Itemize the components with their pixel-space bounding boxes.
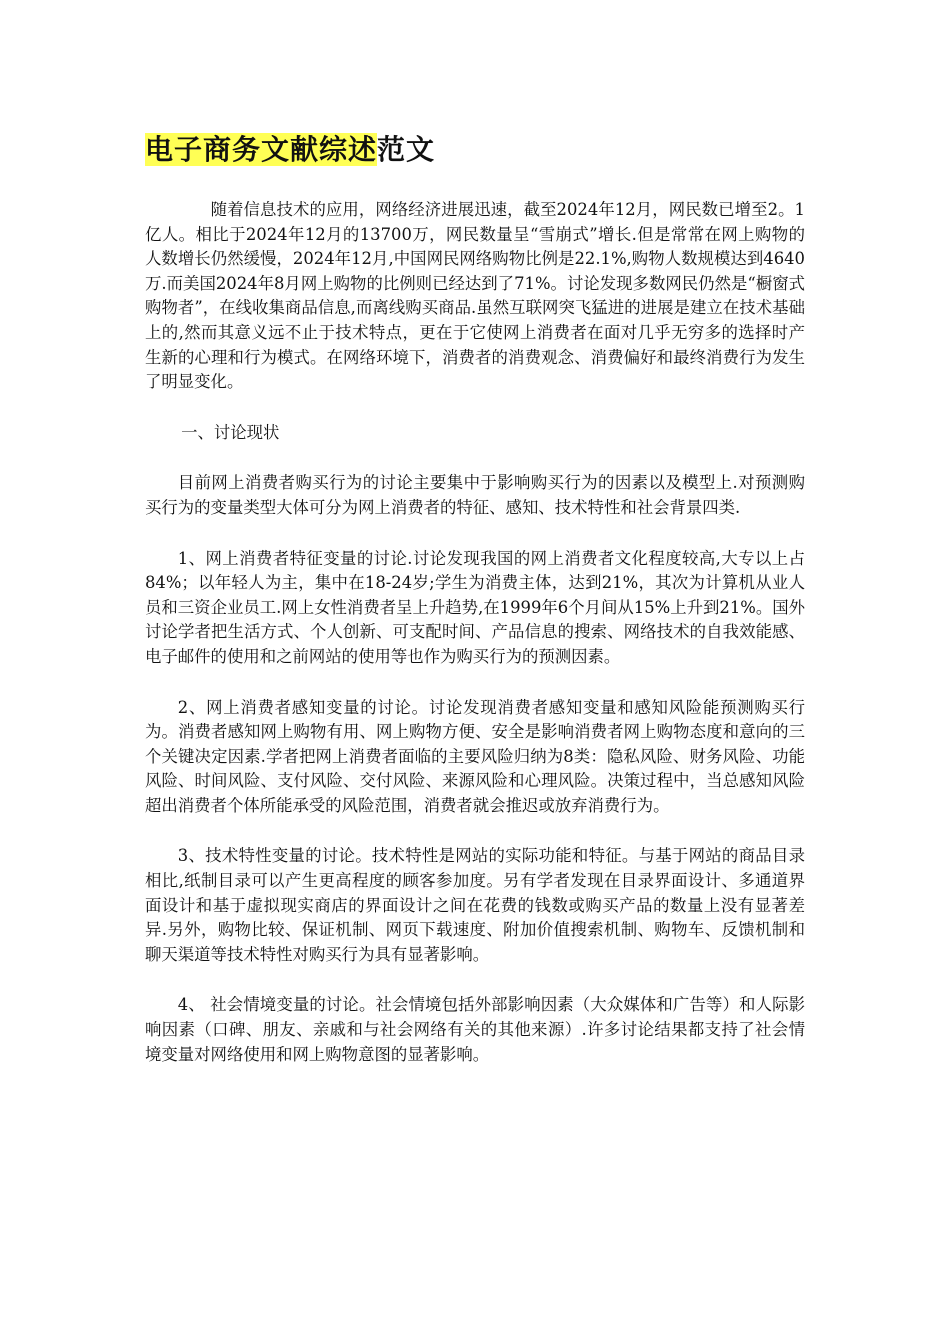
paragraph-technical-features: 3、技术特性变量的讨论。技术特性是网站的实际功能和特征。与基于网站的商品目录相比,纸制目录可以产生更高程度的顾客参加度。另有学者发现在目录界面设计、多通道界面设计和基于虚拟现实商店的界面设计之间在花费的钱数或购买产品的数量上没有显著差异.另外，购物比较、保证机制、网页下载速度、附加价值搜索机制、购物车、反馈机制和聊天渠道等技术特性对购买行为具有显著影响。 [145, 846, 805, 964]
title-text: 范文 [377, 133, 436, 166]
paragraph-consumer-characteristics: 1、网上消费者特征变量的讨论.讨论发现我国的网上消费者文化程度较高,大专以上占84%；以年轻人为主，集中在18-24岁;学生为消费主体，达到21%，其次为计算机从业人员和三资企业员工.网上女性消费者呈上升趋势,在1999年6个月间从15%上升到21%。国外讨论学者把生活方式、个人创新、可支配时间、产品信息的搜索、网络技术的自我效能感、电子邮件的使用和之前网站的使用等也作为购买行为的预测因素。 [145, 548, 805, 666]
title-highlighted-text: 电子商务文献综述 [145, 133, 378, 166]
overview-paragraph: 目前网上消费者购买行为的讨论主要集中于影响购买行为的因素以及模型上.对预测购买行为的变量类型大体可分为网上消费者的特征、感知、技术特性和社会背景四类. [145, 473, 805, 517]
intro-paragraph: 随着信息技术的应用，网络经济进展迅速，截至2024年12月，网民数已增至2。1亿人。相比于2024年12月的13700万，网民数量呈“雪崩式”增长.但是常常在网上购物的人数增长仍然缓慢，2024年12月,中国网民网络购物比例是22.1%,购物人数规模达到4640万.而美国2024年8月网上购物的比例则已经达到了71%。讨论发现多数网民仍然是“橱窗式购物者”，在线收集商品信息,而离线购买商品.虽然互联网突飞猛进的进展是建立在技术基础上的,然而其意义远不止于技术特点，更在于它使网上消费者在面对几乎无穷多的选择时产生新的心理和行为模式。在网络环境下，消费者的消费观念、消费偏好和最终消费行为发生了明显变化。 [145, 200, 805, 392]
paragraph-social-context: 4、 社会情境变量的讨论。社会情境包括外部影响因素（大众媒体和广告等）和人际影响因素（口碑、朋友、亲戚和与社会网络有关的其他来源）.许多讨论结果都支持了社会情境变量对网络使用和网上购物意图的显著影响。 [145, 995, 805, 1064]
paragraph-consumer-perception: 2、网上消费者感知变量的讨论。讨论发现消费者感知变量和感知风险能预测购买行为。消费者感知网上购物有用、网上购物方便、安全是影响消费者网上购物态度和意向的三个关键决定因素.学者把网上消费者面临的主要风险归纳为8类：隐私风险、财务风险、功能风险、时间风险、支付风险、交付风险、来源风险和心理风险。决策过程中，当总感知风险超出消费者个体所能承受的风险范围，消费者就会推迟或放弃消费行为。 [145, 697, 805, 815]
section-heading: 一、讨论现状 [181, 422, 280, 442]
page-title [145, 130, 435, 170]
document-body [145, 198, 805, 1093]
